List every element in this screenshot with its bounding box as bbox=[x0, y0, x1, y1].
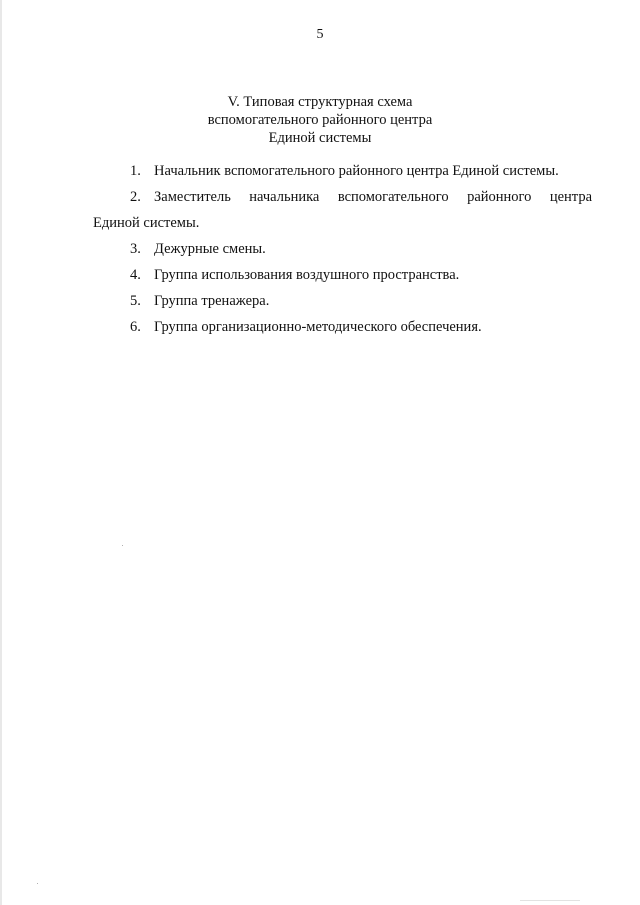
list-item-word: районного bbox=[467, 189, 532, 205]
list-item-number: 6. bbox=[130, 319, 141, 335]
list-item-number: 2. bbox=[130, 189, 141, 205]
list-item-number: 4. bbox=[130, 267, 141, 283]
list-item-text: Группа использования воздушного пространства. bbox=[154, 267, 460, 283]
list-item-2-continuation: Единой системы. bbox=[93, 215, 200, 231]
list-item-text: Группа организационно-методического обеспечения. bbox=[154, 319, 482, 335]
list-item-text: Дежурные смены. bbox=[154, 241, 266, 257]
list-item-number: 1. bbox=[130, 163, 141, 179]
list-item-text: Группа тренажера. bbox=[154, 293, 270, 309]
page-number: 5 bbox=[316, 27, 324, 42]
list-item-number: 3. bbox=[130, 241, 141, 257]
heading-line-3: Единой системы bbox=[268, 130, 372, 146]
list-item-text: Начальник вспомогательного районного центра Единой системы. bbox=[154, 163, 559, 179]
list-item-word: вспомогательного bbox=[337, 189, 449, 205]
list-item-number: 5. bbox=[130, 293, 141, 309]
section-heading bbox=[0, 93, 640, 147]
list-item-word: начальника bbox=[249, 189, 320, 205]
heading-line-1: V. Типовая структурная схема bbox=[227, 94, 413, 110]
scan-speck bbox=[122, 545, 123, 546]
scan-edge-mark bbox=[520, 900, 580, 901]
list-item-text-justified bbox=[154, 188, 592, 206]
scan-speck bbox=[37, 883, 38, 884]
heading-line-2: вспомогательного районного центра bbox=[207, 112, 433, 128]
list-item-word: центра bbox=[549, 189, 592, 205]
list-item-word: Заместитель bbox=[154, 189, 231, 205]
